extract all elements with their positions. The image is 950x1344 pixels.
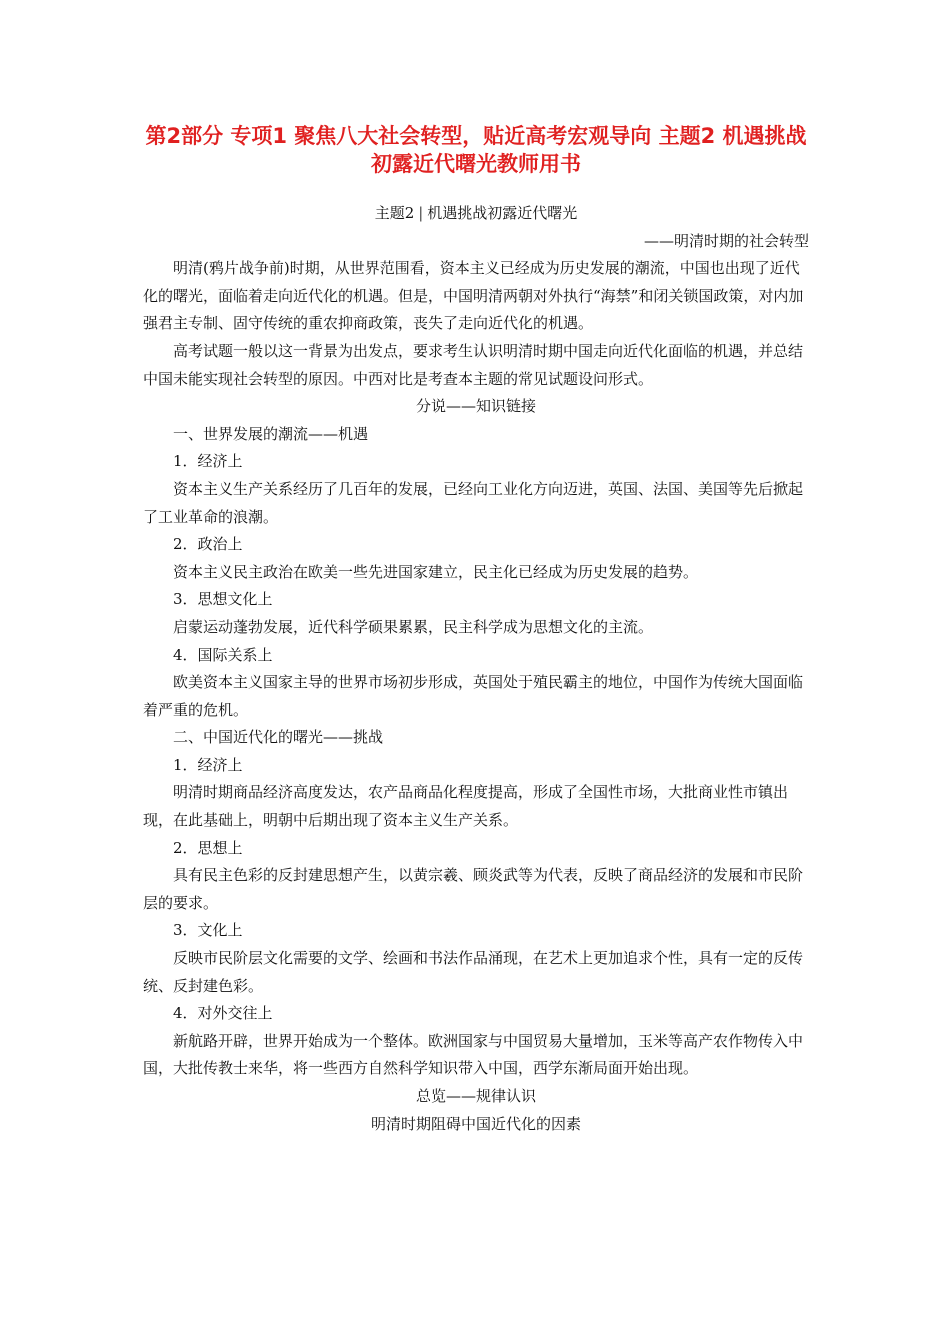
- intro-paragraph: 高考试题一般以这一背景为出发点，要求考生认识明清时期中国走向近代化面临的机遇，并总结中国未能实现社会转型的原因。中西对比是考查本主题的常见试题设问形式。: [143, 341, 804, 388]
- item-label: 4．对外交往上: [173, 1004, 273, 1023]
- item-text: 欧美资本主义国家主导的世界市场初步形成，英国处于殖民霸主的地位，中国作为传统大国面临着严重的危机。: [143, 673, 804, 719]
- intro-paragraph: 明清(鸦片战争前)时期，从世界范围看，资本主义已经成为历史发展的潮流，中国也出现了近代化的曙光，面临着走向近代化的机遇。但是，中国明清两朝对外执行“海禁”和闭关锁国政策，对内加强君主专制、固守传统的重农抑商政策，丧失了走向近代化的机遇。: [143, 259, 804, 333]
- item-text: 明清时期商品经济高度发达，农产品商品化程度提高，形成了全国性市场，大批商业性市镇出现，在此基础上，明朝中后期出现了资本主义生产关系。: [143, 783, 789, 830]
- theme-subtitle: ——明清时期的社会转型: [643, 231, 809, 250]
- document-body: [143, 200, 809, 1138]
- item-label: 3．文化上: [173, 921, 243, 940]
- section-overview-heading: 总览——规律认识: [415, 1087, 536, 1105]
- item-text: 资本主义生产关系经历了几百年的发展，已经向工业化方向迈进，英国、法国、美国等先后掀起了工业革命的浪潮。: [143, 479, 804, 526]
- section-knowledge-heading: 分说——知识链接: [415, 397, 536, 416]
- part1-heading: 一、世界发展的潮流——机遇: [173, 424, 369, 443]
- item-text: 反映市民阶层文化需要的文学、绘画和书法作品涌现，在艺术上更加追求个性，具有一定的反传统、反封建色彩。: [143, 949, 804, 995]
- item-text: 具有民主色彩的反封建思想产生，以黄宗羲、顾炎武等为代表，反映了商品经济的发展和市民阶层的要求。: [143, 866, 804, 912]
- item-label: 4．国际关系上: [173, 645, 273, 664]
- item-text: 资本主义民主政治在欧美一些先进国家建立，民主化已经成为历史发展的趋势。: [173, 562, 699, 581]
- overview-subheading: 明清时期阻碍中国近代化的因素: [370, 1114, 581, 1133]
- item-text: 新航路开辟，世界开始成为一个整体。欧洲国家与中国贸易大量增加，玉米等高产农作物传入中国，大批传教士来华，将一些西方自然科学知识带入中国，西学东渐局面开始出现。: [143, 1031, 804, 1078]
- theme-heading: [143, 200, 809, 228]
- document-title: 第2部分 专项1 聚焦八大社会转型，贴近高考宏观导向 主题2 机遇挑战初露近代曙光教师用书: [145, 124, 807, 176]
- theme-separator: |: [418, 204, 424, 222]
- item-label: 1．经济上: [173, 452, 243, 471]
- item-label: 3．思想文化上: [173, 590, 273, 609]
- item-text: 启蒙运动蓬勃发展，近代科学硕果累累，民主科学成为思想文化的主流。: [173, 617, 654, 636]
- theme-name: 机遇挑战初露近代曙光: [427, 204, 578, 222]
- item-label: 2．思想上: [173, 838, 243, 857]
- part2-heading: 二、中国近代化的曙光——挑战: [173, 728, 384, 747]
- item-label: 2．政治上: [173, 535, 243, 554]
- theme-label: 主题2: [374, 204, 415, 222]
- item-label: 1．经济上: [173, 755, 243, 774]
